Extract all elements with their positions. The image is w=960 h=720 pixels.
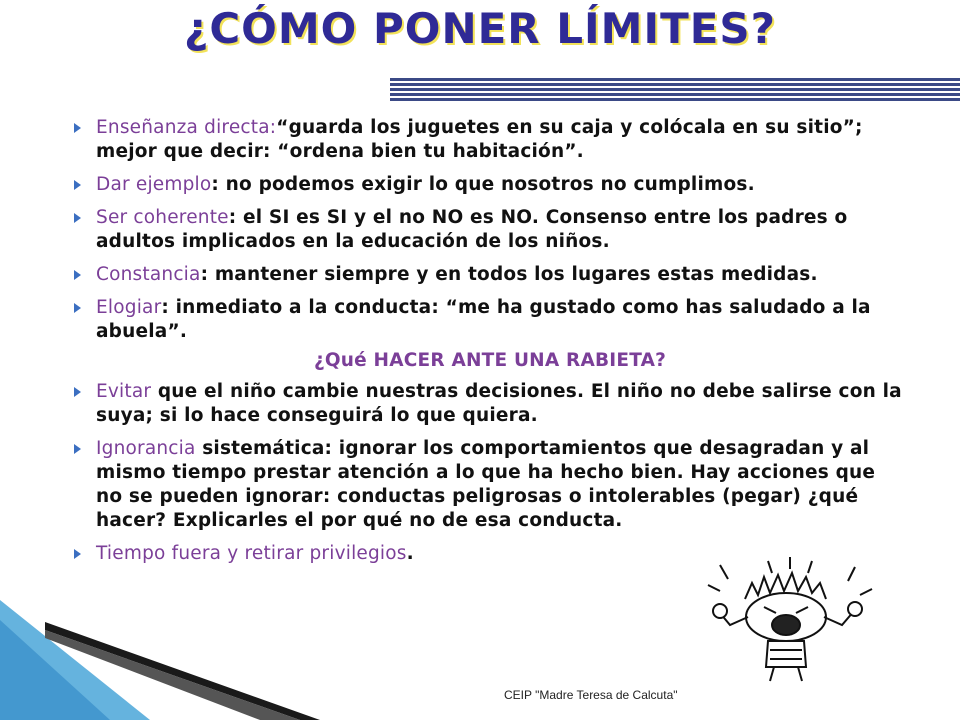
footer-credit: CEIP "Madre Teresa de Calcuta" [504,688,678,702]
bullet-arrow-icon [74,123,81,133]
item-key: Tiempo fuera y retirar privilegios [96,543,407,564]
item-text: : mantener siempre y en todos los lugares estas medidas. [200,264,818,285]
bullet-arrow-icon [74,549,81,559]
bullet-arrow-icon [74,303,81,313]
item-key: Ignorancia [96,438,196,459]
item-key: Constancia [96,264,201,285]
list-item [74,437,906,533]
slide-title: ¿CÓMO PONER LÍMITES? [183,4,777,53]
title-underline-rule [390,78,960,102]
list-item [74,206,906,254]
angry-child-cartoon [690,555,890,685]
corner-swoosh-decoration [0,560,330,720]
list-item [74,296,906,344]
item-text: : no podemos exigir lo que nosotros no cumplimos. [211,174,755,195]
item-text: . [406,543,414,564]
item-key: Enseñanza directa: [96,117,277,138]
bullet-arrow-icon [74,444,81,454]
item-text: : inmediato a la conducta: “me ha gustado como has saludado a la abuela”. [96,297,871,342]
bullet-arrow-icon [74,387,81,397]
section-subheading: ¿Qué HACER ANTE UNA RABIETA? [313,350,667,371]
bullet-arrow-icon [74,213,81,223]
item-key: Dar ejemplo [96,174,212,195]
item-key: Elogiar [96,297,162,318]
list-item [74,263,906,287]
item-text: : el SI es SI y el no NO es NO. Consenso entre los padres o adultos implicados en la educación de los niños. [96,207,848,252]
bullet-arrow-icon [74,180,81,190]
item-text: que el niño cambie nuestras decisiones. El niño no debe salirse con la suya; si lo hace conseguirá lo que quiera. [96,381,902,426]
bullet-arrow-icon [74,270,81,280]
item-key: Ser coherente [96,207,229,228]
item-text: sistemática: ignorar los comportamientos que desagradan y al mismo tiempo prestar atención a lo que ha hecho bien. Hay acciones que no se pueden ignorar: conductas peligrosas o intolerables (pegar) ¿qué hacer? Explicarles el por qué no de esa conducta. [96,438,876,531]
item-text: “guarda los juguetes en su caja y colócala en su sitio”; mejor que decir: “ordena bien tu habitación”. [96,117,863,162]
list-item [74,116,906,164]
list-item [74,380,906,428]
list-item [74,173,906,197]
item-key: Evitar [96,381,152,402]
slide-content [74,116,906,575]
